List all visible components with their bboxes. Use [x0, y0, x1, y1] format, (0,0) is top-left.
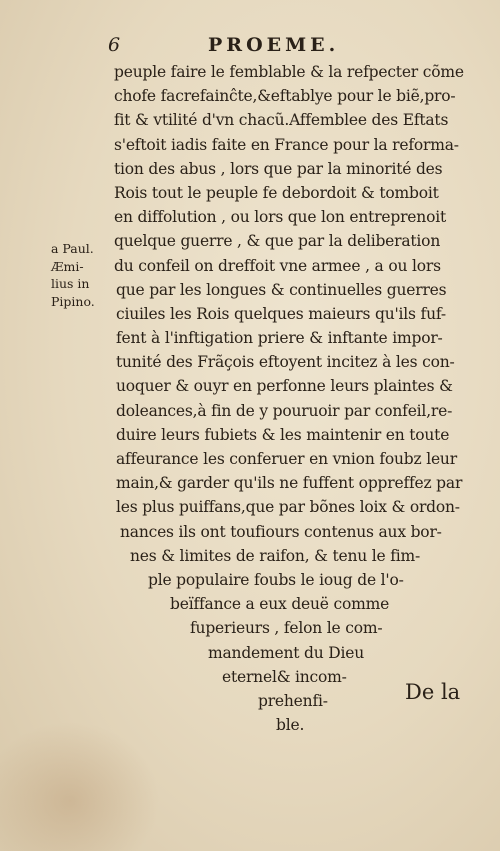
text-line: doleances,à fin de y pouruoir par confeil,re-: [116, 401, 453, 420]
text-line: main,& garder qu'ils ne fuffent oppreffez par: [116, 474, 463, 493]
text-line: uoquer & ouyr en perfonne leurs plaintes &: [116, 377, 453, 396]
text-line: nes & limites de raifon, & tenu le fim-: [130, 546, 421, 565]
margin-note-line: a Paul.: [51, 241, 94, 256]
margin-note-line: Æmi-: [51, 258, 84, 274]
margin-note-line: lius in: [51, 276, 90, 291]
text-line: affeurance les conferuer en vnion foubz leur: [116, 450, 457, 468]
text-line: fuperieurs , felon le com-: [190, 619, 383, 638]
catchword: De la: [405, 680, 461, 704]
page-header: [108, 34, 438, 58]
text-line: Rois tout le peuple fe debordoit & tomboit: [114, 183, 439, 202]
text-line: ple populaire foubs le ioug de l'o-: [148, 570, 404, 589]
text-line: ble.: [276, 716, 305, 735]
text-line: duire leurs fubiets & les maintenir en toute: [116, 425, 450, 444]
text-line: quelque guerre , & que par la deliberation: [114, 232, 441, 251]
body-text: [114, 60, 464, 737]
paper-stain: [0, 721, 160, 851]
text-line: eternel& incom-: [222, 667, 347, 686]
text-line: ciuiles les Rois quelques maieurs qu'ils fuf-: [116, 304, 446, 323]
margin-note: [51, 240, 109, 310]
text-line: que par les longues & continuelles guerres: [116, 280, 447, 299]
text-line: tunité des Frãçois eftoyent incitez à les con-: [116, 353, 455, 372]
text-line: beïffance a eux deuë comme: [170, 595, 390, 614]
text-line: chofe facrefainĉte,&eftablye pour le biẽ,pro-: [114, 87, 456, 106]
text-line: du confeil on dreffoit vne armee , a ou lors: [114, 256, 441, 275]
text-line: fent à l'inftigation priere & inftante impor-: [116, 329, 443, 348]
margin-note-line: Pipino.: [51, 293, 95, 309]
text-line: mandement du Dieu: [208, 643, 364, 662]
running-head: PROEME.: [208, 34, 340, 56]
text-line: peuple faire le femblable & la refpecter cõme: [114, 63, 464, 81]
text-line: s'eftoit iadis faite en France pour la reforma-: [114, 135, 459, 154]
text-line: nances ils ont toufiours contenus aux bor-: [120, 522, 442, 541]
text-line: les plus puiffans,que par bõnes loix & ordon-: [116, 498, 460, 517]
page-number: 6: [108, 34, 121, 56]
text-line: tion des abus , lors que par la minorité des: [114, 159, 443, 178]
text-line: prehenfi-: [258, 691, 328, 710]
text-line: en diffolution , ou lors que lon entreprenoit: [114, 208, 446, 227]
text-line: fit & vtilité d'vn chacũ.Affemblee des Eftats: [114, 111, 449, 130]
